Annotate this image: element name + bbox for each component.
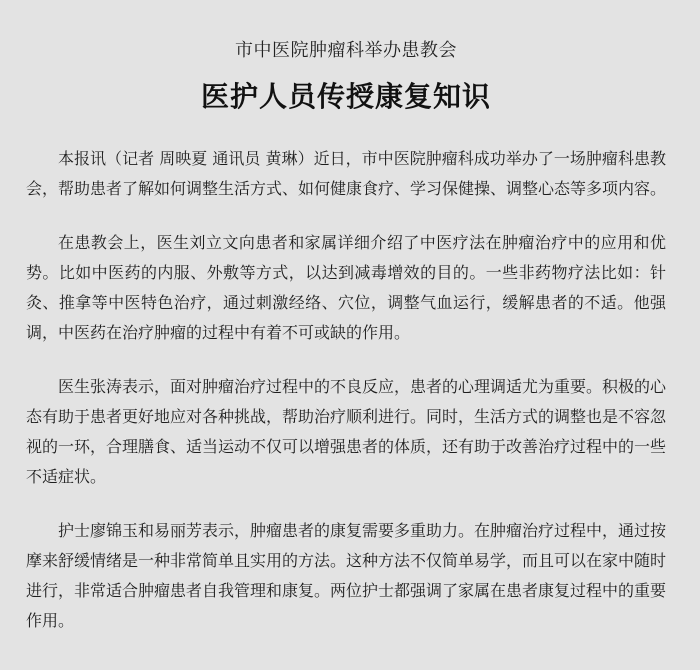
article-paragraph-3: 医生张涛表示，面对肿瘤治疗过程中的不良反应，患者的心理调适尤为重要。积极的心态有助于患者更好地应对各种挑战，帮助治疗顺利进行。同时，生活方式的调整也是不容忽视的一环，合理膳食、适当运动不仅可以增强患者的体质，还有助于改善治疗过程中的一些不适症状。	[26, 377, 667, 486]
article-subtitle: 市中医院肿瘤科举办患教会	[235, 40, 457, 61]
article-title: 医护人员传授康复知识	[200, 80, 491, 113]
article-paragraph-1: 本报讯（记者 周映夏 通讯员 黄琳）近日，市中医院肿瘤科成功举办了一场肿瘤科患教会，帮助患者了解如何调整生活方式、如何健康食疗、学习保健操、调整心态等多项内容。	[26, 149, 667, 198]
article-paragraph-4: 护士廖锦玉和易丽芳表示，肿瘤患者的康复需要多重助力。在肿瘤治疗过程中，通过按摩来舒缓情绪是一种非常简单且实用的方法。这种方法不仅简单易学，而且可以在家中随时进行，非常适合肿瘤患者自我管理和康复。两位护士都强调了家属在患者康复过程中的重要作用。	[26, 521, 667, 630]
article-paragraph-2: 在患教会上，医生刘立文向患者和家属详细介绍了中医疗法在肿瘤治疗中的应用和优势。比如中医药的内服、外敷等方式，以达到减毒增效的目的。一些非药物疗法比如：针灸、推拿等中医特色治疗，通过刺激经络、穴位，调整气血运行，缓解患者的不适。他强调，中医药在治疗肿瘤的过程中有着不可或缺的作用。	[26, 233, 666, 342]
